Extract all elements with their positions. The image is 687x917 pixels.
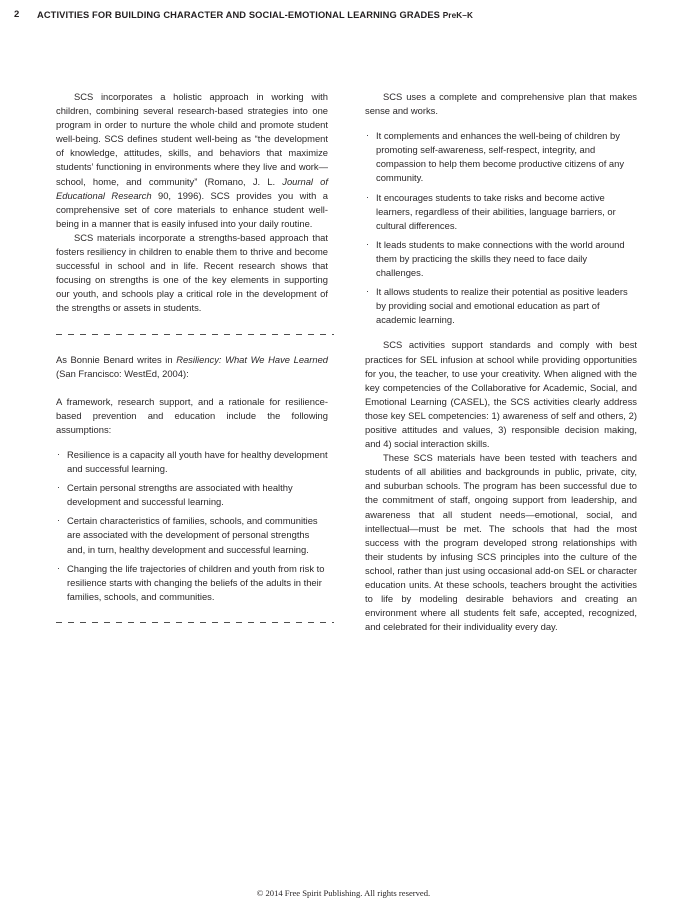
bullet-icon: · xyxy=(57,562,60,573)
list-item-text: Certain personal strengths are associated with healthy development and successful learning. xyxy=(67,482,293,508)
list-item-text: Certain characteristics of families, schools, and communities are associated with the development of personal strengths and, in turn, healthy development and successful learning. xyxy=(67,515,318,555)
list-item xyxy=(56,448,328,476)
left-paragraph-2: SCS materials incorporate a strengths-based approach that fosters resiliency in children to enable them to thrive and become successful in school and in life. Recent research shows that focusing on strengths is one of the key elements in supporting our youth, and schools play a critical role in the development of the strengths or assets in students. xyxy=(56,231,328,314)
spacer-before-plan-list xyxy=(365,118,637,129)
spacer-after-top-rule xyxy=(56,335,328,353)
right-paragraph-2: SCS activities support standards and comply with best practices for SEL infusion at school while providing opportunities for you, the teacher, to use your creativity. When aligned with the key competencies of the Collaborative for Academic, Social, and Emotional Learning (CASEL), the SCS activities clearly address those key SEL competencies: 1) awareness of self and others, 2) positive attitudes and values, 3) responsible decision making, and 4) social interaction skills. xyxy=(365,339,637,450)
bullet-icon: · xyxy=(366,130,369,141)
right-paragraph-3: These SCS materials have been tested with teachers and students of all abilities and backgrounds in public, private, city, and suburban schools. The program has been successful due to the commitment of staff, ongoing support from leadership, and awareness that all student needs—emotional, social, and intellectual—must be met. The schools that had the most success with the program developed strong relationships with their students by infusing SCS principles into the culture of the school, rather than just using occasional add-on SEL or character education units. At these schools, teachers brought the activities to life by modeling desirable behaviors and creating an environment where all students felt safe, accepted, recognized, and celebrated for their individuality every day. xyxy=(365,452,637,633)
benard-attribution-part-a: As Bonnie Benard writes in xyxy=(56,353,177,365)
list-item-text: Resilience is a capacity all youth have for healthy development and successful learning. xyxy=(67,448,328,475)
running-head-title-main: ACTIVITIES FOR BUILDING CHARACTER AND SOCIAL-EMOTIONAL LEARNING GRADES xyxy=(37,10,443,20)
right-paragraph-1: SCS uses a complete and comprehensive plan that makes sense and works. xyxy=(365,91,637,117)
bullet-icon: · xyxy=(366,238,369,249)
assumptions-intro: A framework, research support, and a rationale for resilience-based prevention and education include the following assumptions: xyxy=(56,395,328,435)
list-item-text: Changing the life trajectories of children and youth from risk to resilience starts with changing the beliefs of the adults in their families, schools, and communities. xyxy=(67,562,325,602)
right-column xyxy=(365,90,637,634)
page-number: 2 xyxy=(14,9,20,20)
benard-attribution-part-b: (San Francisco: WestEd, 2004): xyxy=(56,367,189,379)
dashed-divider-top xyxy=(56,334,334,335)
dashed-divider-bottom xyxy=(56,622,334,623)
list-item-text: It encourages students to take risks and become active learners, regardless of their abilities, language barriers, or cultural differences. xyxy=(376,191,616,231)
plan-benefits-list xyxy=(365,129,637,327)
spacer-before-bottom-rule xyxy=(56,604,328,622)
footer-copyright: © 2014 Free Spirit Publishing. All rights reserved. xyxy=(256,888,431,898)
left-column xyxy=(56,90,328,623)
assumptions-list xyxy=(56,448,328,604)
list-item-text: It complements and enhances the well-being of children by promoting self-awareness, self-respect, integrity, and compassion to help them become productive citizens of any community. xyxy=(376,130,625,184)
list-item xyxy=(365,285,637,327)
bullet-icon: · xyxy=(57,448,60,459)
running-head-title-grades: PreK–K xyxy=(442,11,474,20)
running-head-title xyxy=(37,8,473,23)
bullet-icon: · xyxy=(366,286,369,297)
benard-attribution xyxy=(56,353,328,381)
list-item xyxy=(56,562,328,604)
spacer-before-top-rule xyxy=(56,316,328,334)
spacer-after-plan-list xyxy=(365,327,637,338)
list-item xyxy=(56,481,328,509)
running-head xyxy=(0,8,687,24)
journal-title-italic: Journal of Educational Research xyxy=(56,175,328,201)
list-item xyxy=(56,514,328,556)
bullet-icon: · xyxy=(57,515,60,526)
spacer-before-assumptions xyxy=(56,381,328,395)
left-paragraph-1-part-a: SCS incorporates a holistic approach in working with children, combining several research-based strategies into one program in order to nurture the whole child and promote student well-being. SCS defines student well-being as “the development of knowledge, attitudes, skills, and behaviors that maximize students’ functioning in environments where they live and work—school, home, and community” (Romano, J. L. xyxy=(56,91,328,187)
list-item-text: It allows students to realize their potential as positive leaders by providing social and emotional education as part of academic learning. xyxy=(376,286,628,326)
benard-book-title-italic: Resiliency: What We Have Learned xyxy=(176,353,329,365)
left-paragraph-1 xyxy=(56,90,328,231)
list-item-text: It leads students to make connections with the world around them by practicing the skills they need to face daily challenges. xyxy=(376,238,625,279)
bullet-icon: · xyxy=(57,482,60,493)
bullet-icon: · xyxy=(366,191,369,202)
list-item xyxy=(365,191,637,233)
spacer-before-assumption-list xyxy=(56,437,328,448)
list-item xyxy=(365,129,637,185)
list-item xyxy=(365,238,637,280)
left-paragraph-1-part-b: 90, 1996). SCS provides you with a comprehensive set of core materials to enhance student well-being in a manner that is easily infused into your daily routine. xyxy=(56,189,328,229)
